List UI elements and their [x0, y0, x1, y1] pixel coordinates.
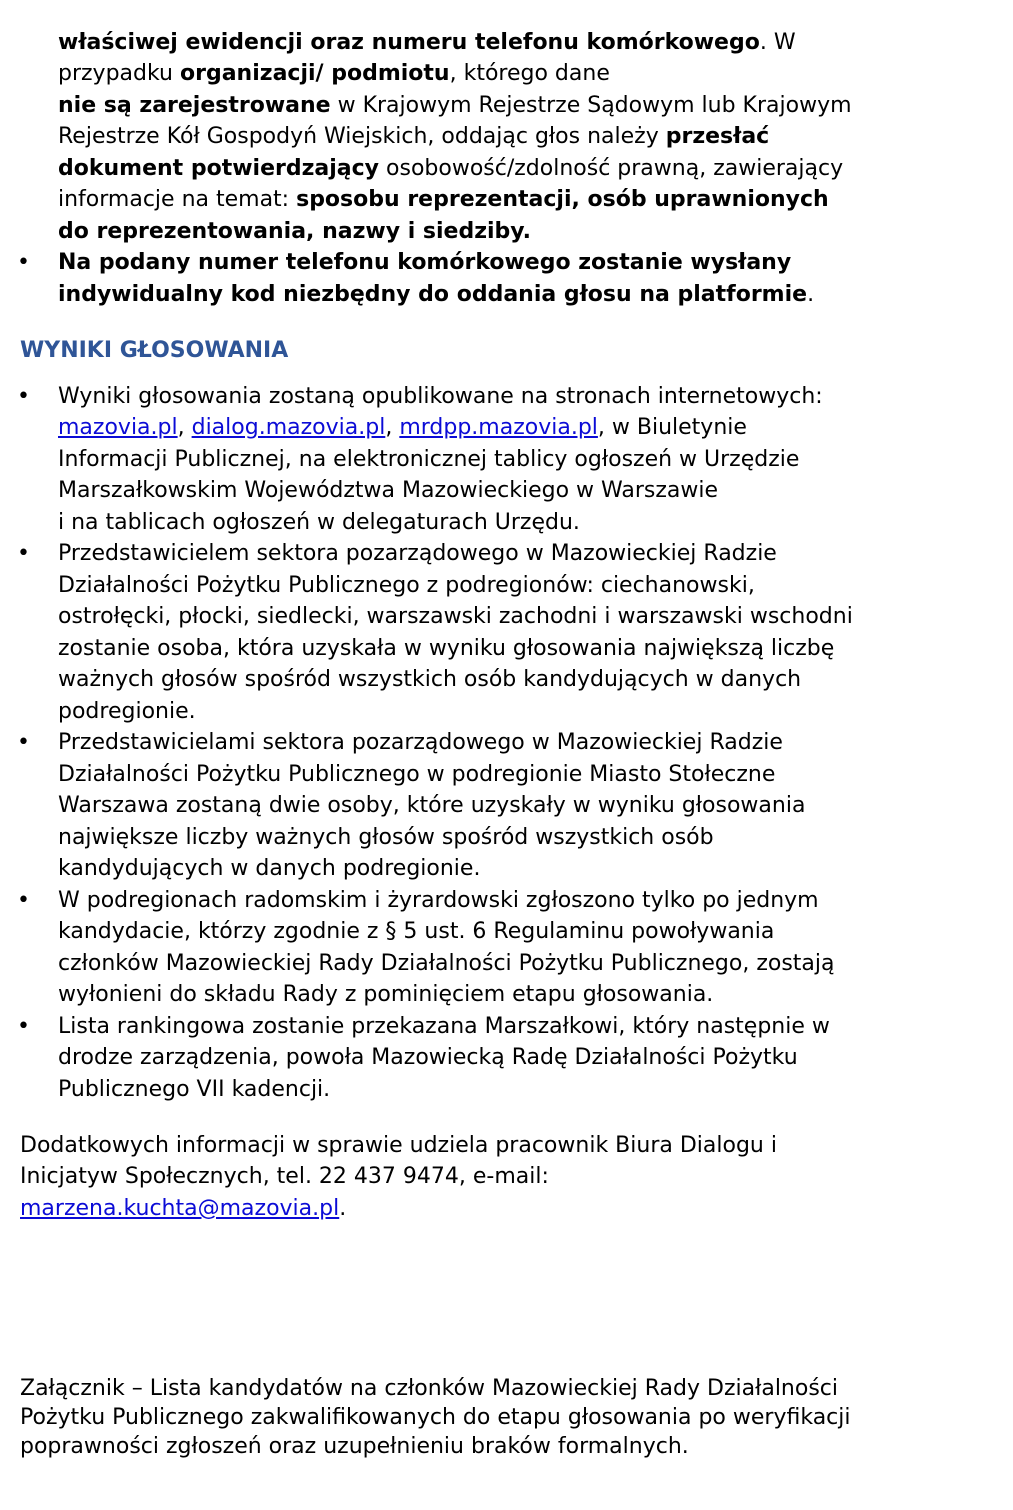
link-mazovia[interactable]: mazovia.pl [58, 415, 178, 440]
bold-text: Na podany numer telefonu komórkowego zostanie wysłany [58, 250, 792, 275]
text: , którego dane [449, 61, 610, 86]
results-item-2-line: Działalności Pożytku Publicznego z podregionów: ciechanowski, [58, 573, 755, 598]
results-item-4-line: członków Mazowieckiej Rady Działalności Pożytku Publicznego, zostają [58, 951, 835, 976]
attachment-line: poprawności zgłoszeń oraz uzupełnieniu braków formalnych. [20, 1434, 689, 1459]
results-item-2-line: Przedstawicielem sektora pozarządowego w Mazowieckiej Radzie [58, 541, 777, 566]
bullet-icon: • [17, 730, 30, 755]
text: . [807, 282, 815, 307]
attachment-line: Pożytku Publicznego zakwalifikowanych do etapu głosowania po weryfikacji [20, 1405, 851, 1430]
contact-line-1: Dodatkowych informacji w sprawie udziela pracownik Biura Dialogu i [20, 1133, 777, 1158]
results-item-5-line: drodze zarządzenia, powoła Mazowiecką Radę Działalności Pożytku [58, 1045, 798, 1070]
bold-text: dokument potwierdzający [58, 156, 380, 181]
text: osobowość/zdolność prawną, zawierający [379, 156, 844, 181]
results-item-1-line-5: i na tablicach ogłoszeń w delegaturach Urzędu. [58, 510, 580, 535]
results-item-1-line-2 [58, 415, 747, 441]
text: , [177, 415, 192, 440]
link-mrdpp-mazovia[interactable]: mrdpp.mazovia.pl [399, 415, 598, 440]
link-dialog-mazovia[interactable]: dialog.mazovia.pl [191, 415, 386, 440]
results-item-2-line: ważnych głosów spośród wszystkich osób kandydujących w danych [58, 667, 802, 692]
results-item-1-line-3: Informacji Publicznej, na elektronicznej tablicy ogłoszeń w Urzędzie [58, 447, 800, 472]
bullet-icon: • [17, 250, 30, 275]
bold-text: indywidualny kod niezbędny do oddania głosu na platformie [58, 282, 808, 307]
contact-line-3 [20, 1196, 346, 1222]
attachment-line: Załącznik – Lista kandydatów na członków Mazowieckiej Rady Działalności [20, 1376, 839, 1401]
bullet-icon: • [17, 541, 30, 566]
intro-line-6 [58, 187, 829, 213]
contact-line-2: Inicjatyw Społecznych, tel. 22 437 9474, e-mail: [20, 1164, 549, 1189]
bold-text: przesłać [665, 124, 770, 149]
intro-line-7 [58, 219, 531, 245]
sms-code-line-2 [58, 282, 814, 308]
results-item-3-line: Warszawa zostaną dwie osoby, które uzyskały w wyniku głosowania [58, 793, 806, 818]
results-item-2-line: ostrołęcki, płocki, siedlecki, warszawski zachodni i warszawski wschodni [58, 604, 853, 629]
results-item-1-line-4: Marszałkowskim Województwa Mazowieckiego w Warszawie [58, 478, 719, 503]
results-item-3-line: Przedstawicielami sektora pozarządowego w Mazowieckiej Radzie [58, 730, 783, 755]
text: . W [759, 30, 796, 55]
results-item-5-line: Publicznego VII kadencji. [58, 1077, 331, 1102]
results-item-4-line: W podregionach radomskim i żyrardowski zgłoszono tylko po jednym [58, 888, 819, 913]
intro-line-1 [58, 30, 796, 56]
bold-text: sposobu reprezentacji, osób uprawnionych [296, 187, 829, 212]
bold-text: do reprezentowania, nazwy i siedziby. [58, 219, 531, 244]
text: informacje na temat: [58, 187, 297, 212]
results-item-3-line: Działalności Pożytku Publicznego w podregionie Miasto Stołeczne [58, 762, 776, 787]
bold-text: organizacji/ podmiotu [180, 61, 450, 86]
intro-line-2 [58, 61, 610, 87]
text: w Krajowym Rejestrze Sądowym lub Krajowym [330, 93, 852, 118]
bullet-icon: • [17, 384, 30, 409]
bullet-icon: • [17, 888, 30, 913]
intro-line-5 [58, 156, 843, 182]
bold-text: właściwej ewidencji oraz numeru telefonu komórkowego [58, 30, 760, 55]
intro-line-4 [58, 124, 769, 150]
results-item-4-line: wyłonieni do składu Rady z pominięciem etapu głosowania. [58, 982, 714, 1007]
section-heading: WYNIKI GŁOSOWANIA [20, 338, 289, 363]
text: przypadku [58, 61, 180, 86]
results-item-3-line: największe liczby ważnych głosów spośród wszystkich osób [58, 825, 714, 850]
email-link[interactable]: marzena.kuchta@mazovia.pl [20, 1196, 340, 1221]
text: , w Biuletynie [597, 415, 747, 440]
results-item-2-line: podregionie. [58, 699, 196, 724]
text: Rejestrze Kół Gospodyń Wiejskich, oddając głos należy [58, 124, 666, 149]
results-item-1-line-1: Wyniki głosowania zostaną opublikowane na stronach internetowych: [58, 384, 823, 409]
bullet-icon: • [17, 1014, 30, 1039]
text: . [339, 1196, 347, 1221]
sms-code-line-1 [58, 250, 791, 276]
bold-text: nie są zarejestrowane [58, 93, 331, 118]
results-item-5-line: Lista rankingowa zostanie przekazana Marszałkowi, który następnie w [58, 1014, 830, 1039]
results-item-3-line: kandydujących w danych podregionie. [58, 856, 481, 881]
results-item-2-line: zostanie osoba, która uzyskała w wyniku głosowania największą liczbę [58, 636, 835, 661]
intro-line-3 [58, 93, 852, 119]
text: , [385, 415, 400, 440]
results-item-4-line: kandydacie, którzy zgodnie z § 5 ust. 6 Regulaminu powoływania [58, 919, 775, 944]
